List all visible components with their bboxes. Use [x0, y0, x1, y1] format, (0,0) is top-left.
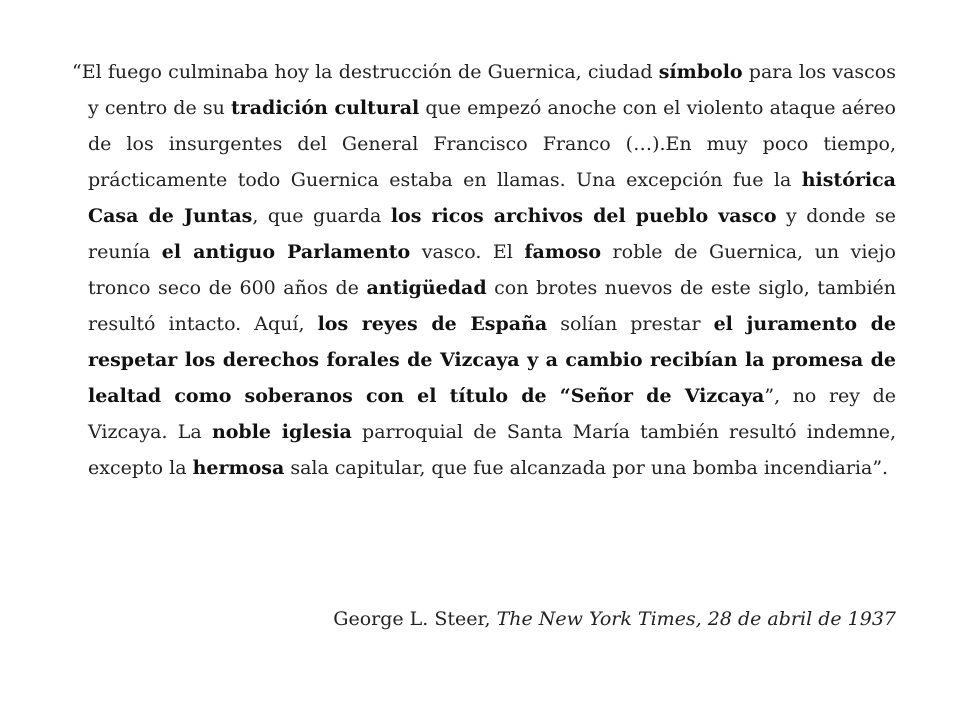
quote-text: con brotes nuevos de este siglo, también resultó intacto. Aquí, — [88, 277, 896, 335]
quote-emphasis: noble iglesia — [211, 421, 352, 443]
attribution — [333, 601, 896, 637]
quote-text: parroquial de Santa María también resultó indemne, excepto la — [88, 421, 896, 479]
quote-text: , que guarda — [252, 205, 391, 227]
quote-emphasis: histórica Casa de Juntas — [88, 169, 896, 227]
quote-emphasis: antigüedad — [366, 277, 487, 299]
quote-text: vasco. El — [410, 241, 525, 263]
quote-text: sala capitular, que fue alcanzada por una bomba incendiaria”. — [284, 457, 889, 479]
quote-text: El fuego culminaba hoy la destrucción de Guernica, ciudad — [81, 61, 659, 83]
quote-emphasis: el antiguo Parlamento — [161, 241, 411, 263]
quote-text: y donde se reunía — [88, 205, 896, 263]
quote-emphasis: el juramento de respetar los derechos forales de Vizcaya y a cambio recibían la promesa de lealtad como soberanos con el título de “Señor de Vizcaya — [88, 313, 896, 407]
quote-paragraph — [72, 54, 896, 486]
quote-open-mark: “ — [72, 61, 82, 83]
quote-emphasis: famoso — [524, 241, 602, 263]
quote-text: solían prestar — [547, 313, 714, 335]
quote-emphasis: los reyes de España — [317, 313, 548, 335]
attribution-source: The New York Times, 28 de abril de 1937 — [496, 608, 896, 630]
quote-emphasis: hermosa — [192, 457, 285, 479]
quote-emphasis: los ricos archivos del pueblo vasco — [390, 205, 777, 227]
quote-emphasis: símbolo — [658, 61, 743, 83]
quote-text: que empezó anoche con el violento ataque aéreo de los insurgentes del General Francisco Franco (…).En muy poco tiempo, prácticamente todo Guernica estaba en llamas. Una excepción fue la — [88, 97, 896, 191]
quote-text: ”, no rey de Vizcaya. La — [88, 385, 896, 443]
attribution-author: George L. Steer, — [333, 608, 497, 630]
quote-text: roble de Guernica, un viejo tronco seco de 600 años de — [88, 241, 896, 299]
quote-emphasis: tradición cultural — [230, 97, 420, 119]
quote-text: para los vascos y centro de su — [88, 61, 896, 119]
